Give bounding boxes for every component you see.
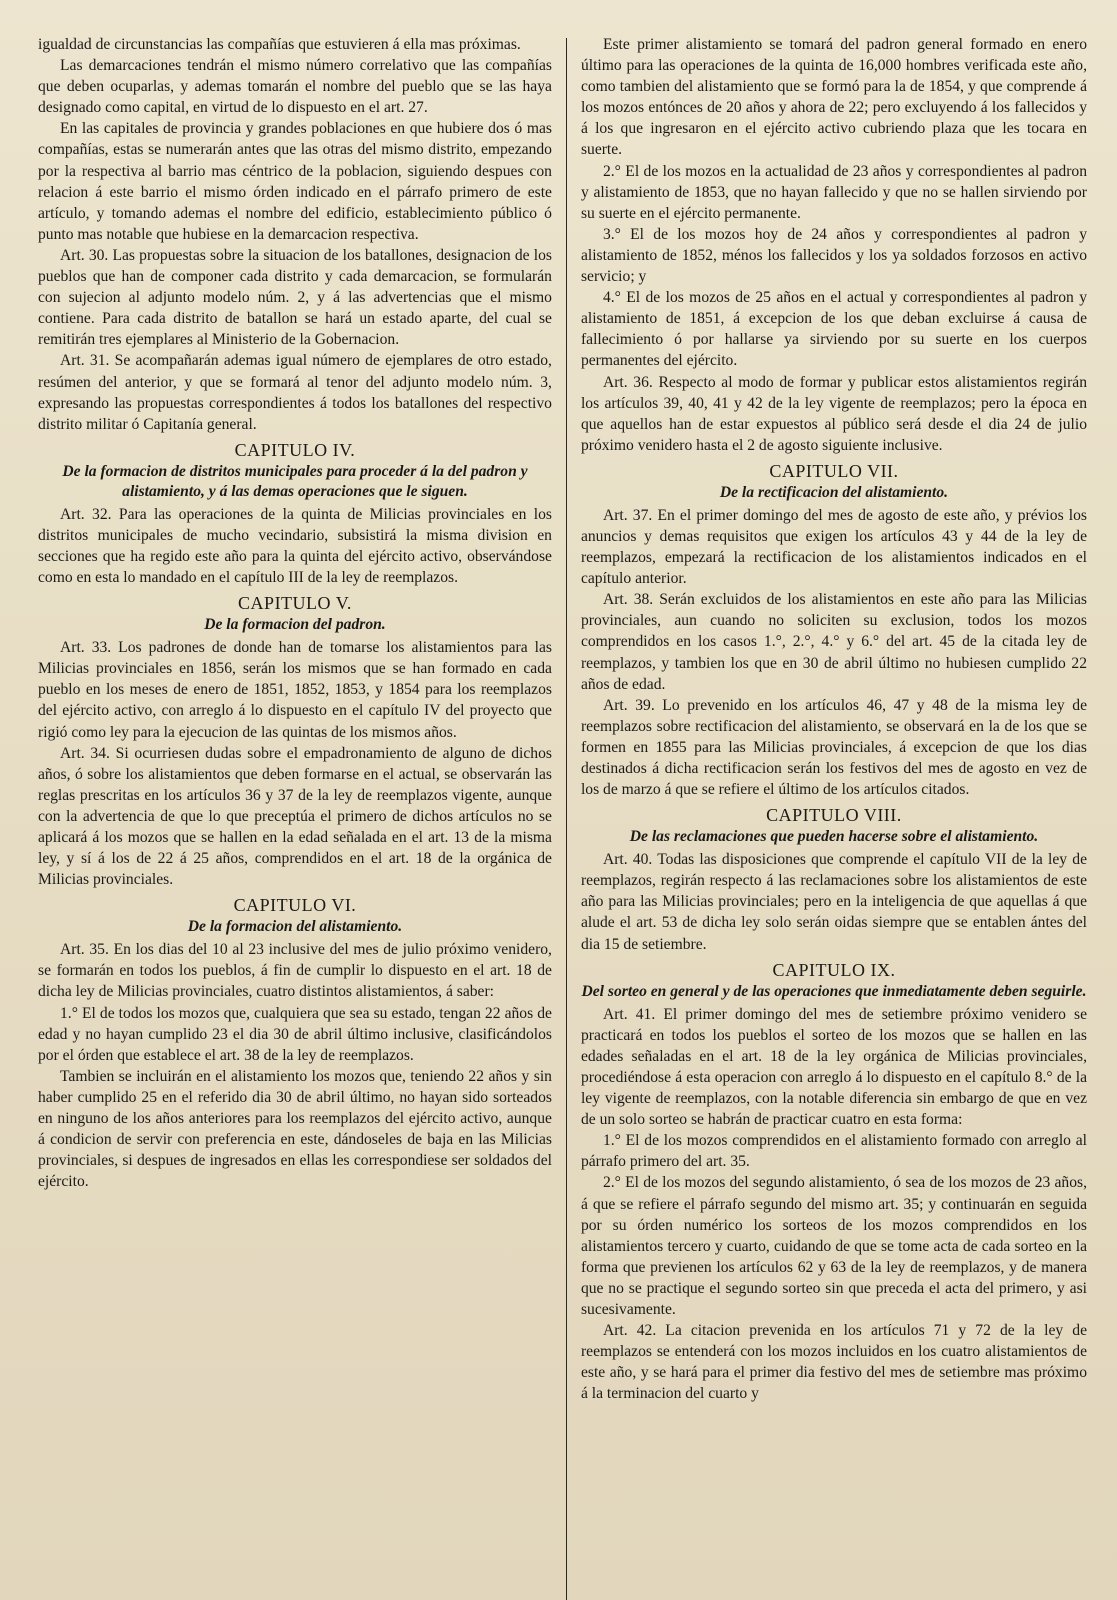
paragraph: En las capitales de provincia y grandes poblaciones en que hubiere dos ó mas compañías, estas se numerarán antes que las otras del mismo distrito, empezando por la respectiva al barrio mas céntrico de la poblacion, siguiendo despues con relacion á este barrio el mismo órden indicado en el párrafo primero de este artículo, y tomando ademas el nombre del edificio, establecimiento público ó punto mas notable que hubiese en la demarcacion respectiva. [38, 120, 552, 243]
paragraph: Las demarcaciones tendrán el mismo número correlativo que las compañías que deben ocuparlas, y ademas tomarán el nombre del pueblo que se las haya designado como capital, en virtud de lo dispuesto en el art. 27. [38, 57, 552, 117]
paragraph: Art. 36. Respecto al modo de formar y publicar estos alistamientos regirán los artículos 39, 40, 41 y 42 de la ley vigente de reemplazos; pero la época en que aquellos han de estar expuestos al público será desde el dia 24 de julio próximo venidero hasta el 2 de agosto siguiente inclusive. [580, 373, 1087, 454]
paragraph: 1.° El de todos los mozos que, cualquiera que sea su estado, tengan 22 años de edad y no hayan cumplido 23 el dia 30 de abril último inclusive, clasificándolos por el órden que establece el art. 38 de la ley de reemplazos. [38, 1004, 552, 1064]
paragraph: Art. 35. En los dias del 10 al 23 inclusive del mes de julio próximo venidero, se formarán en todos los pueblos, á fin de cumplir lo dispuesto en el art. 18 de dicha ley de Milicias provinciales, cuatro distintos alistamientos, á saber: [38, 941, 552, 1001]
paragraph: 1.° El de los mozos comprendidos en el alistamiento formado con arreglo al párrafo primero del art. 35. [580, 1132, 1087, 1171]
chapter-heading: CAPITULO IV. [234, 439, 356, 460]
left-column [38, 34, 566, 1600]
paragraph: 2.° El de los mozos en la actualidad de 23 años y correspondientes al padron y alistamiento de 1853, que no hayan fallecido y que no se hallen sirviendo por su suerte en el ejército permanente. [580, 162, 1087, 222]
paragraph: 4.° El de los mozos de 25 años en el actual y correspondientes al padron y alistamiento de 1851, á excepcion de los que deban excluirse á causa de fallecimiento ó por hallarse ya sirviendo por su suerte en los cuerpos permanentes del ejército. [580, 289, 1087, 370]
text-columns [38, 34, 1087, 1600]
paragraph: Art. 32. Para las operaciones de la quinta de Milicias provinciales en los distritos municipales de mucho vecindario, subsistirá la misma division en secciones que ha regido este año para la quinta del ejército activo, observándose como en esta lo mandado en el capítulo III de la ley de reemplazos. [38, 505, 552, 587]
paragraph: Tambien se incluirán en el alistamiento los mozos que, teniendo 22 años y sin haber cumplido 25 en el referido dia 30 de abril último, no hayan sido sorteados en ninguno de los años anteriores para los reemplazos del ejército activo, aunque á condicion de servir con preferencia en este, dándoseles de baja en las Milicias provinciales, si despues de ingresados en ellas les correspondiese ser soldados del ejército. [38, 1067, 552, 1191]
chapter-heading: CAPITULO VIII. [766, 805, 902, 826]
paragraph: Art. 40. Todas las disposiciones que comprende el capítulo VII de la ley de reemplazos, regirán respecto á las reclamaciones sobre los alistamientos de este año para las Milicias provinciales; pero en la inteligencia de que aquellas á que alude el art. 53 de dicha ley solo serán oidas siempre que se entablen ántes del dia 15 de setiembre. [580, 851, 1087, 953]
paragraph: Art. 33. Los padrones de donde han de tomarse los alistamientos para las Milicias provinciales en 1856, serán los mismos que se han formado en cada pueblo en los meses de enero de 1851, 1852, 1853, y 1854 para los reemplazos del ejército activo, con arreglo á lo dispuesto en el capítulo IV del proyecto que rigió como ley para la ejecucion de las quintas de los mismos años. [38, 639, 552, 741]
paragraph: Art. 42. La citacion prevenida en los artículos 71 y 72 de la ley de reemplazos se entenderá con los mozos incluidos en los cuatro alistamientos de este año, y se hará para el primer dia festivo del mes de setiembre mas próximo á la terminacion del cuarto y [580, 1322, 1087, 1403]
chapter-heading: CAPITULO VI. [233, 895, 357, 916]
paragraph: Art. 38. Serán excluidos de los alistamientos en este año para las Milicias provinciales, aun cuando no soliciten su exclusion, todos los mozos comprendidos en los casos 1.°, 2.°, 4.° y 6.° del art. 45 de la citada ley de reemplazos, y tambien los que en 30 de abril último no hubiesen cumplido 22 años de edad. [580, 591, 1087, 693]
paragraph: Este primer alistamiento se tomará del padron general formado en enero último para las operaciones de la quinta de 16,000 hombres verificada este año, como tambien del alistamiento que se formó para la de 1854, y que comprende á los mozos entónces de 20 años y ahora de 22; pero excluyendo á los fallecidos y á los que ingresaron en el ejército activo cubriendo plaza que les tocara en suerte. [580, 36, 1087, 159]
chapter-subtitle: De la rectificacion del alistamiento. [719, 483, 949, 501]
paragraph: 2.° El de los mozos del segundo alistamiento, ó sea de los mozos de 23 años, á que se refiere el párrafo segundo del mismo art. 35; y continuarán en seguida por su órden numérico los sorteos de los mozos comprendidos en los alistamientos tercero y cuarto, cuidando de que se tome acta de cada sorteo en la forma que previenen los artículos 62 y 63 de la ley de reemplazos, y de manera que no se practique el segundo sorteo sin que preceda el acta del primero, y asi sucesivamente. [580, 1174, 1087, 1318]
paragraph: Art. 31. Se acompañarán ademas igual número de ejemplares de otro estado, resúmen del anterior, y que se formará al tenor del adjunto modelo núm. 3, expresando las propuestas correspondientes á todos los batallones del respectivo distrito militar ó Capitanía general. [38, 352, 552, 433]
paragraph: igualdad de circunstancias las compañías que estuvieren á ella mas próximas. [38, 36, 521, 53]
paragraph: Art. 37. En el primer domingo del mes de agosto de este año, y prévios los anuncios y demas requisitos que exigen los artículos 43 y 44 de la ley de reemplazos, empezará la rectificacion de los alistamientos indicados en el capítulo anterior. [580, 506, 1087, 588]
chapter-subtitle: De la formacion del padron. [204, 616, 386, 634]
paragraph: Art. 39. Lo prevenido en los artículos 46, 47 y 48 de la misma ley de reemplazos sobre rectificacion del alistamiento, se observará en la de los que se formen en 1855 para las Milicias provinciales, á excepcion de que los dias destinados á dicha rectificacion serán los festivos del mes de agosto en vez de los de marzo á que se refiere el último de los artículos citados. [580, 696, 1087, 799]
paragraph: Art. 34. Si ocurriesen dudas sobre el empadronamiento de alguno de dichos años, ó sobre los alistamientos que deben formarse en el actual, se observarán las reglas prescritas en los artículos 36 y 37 de la ley de reemplazos vigente, aunque con la advertencia de que lo que preceptúa el primero de dichos artículos no se aplicará á los mozos que se hallen en la edad señalada en el art. 13 de la misma ley, y sí á los de 22 á 25 años, comprendidos en el art. 18 de la orgánica de Milicias provinciales. [38, 744, 552, 889]
paragraph: Art. 30. Las propuestas sobre la situacion de los batallones, designacion de los pueblos que han de componer cada distrito y cada demarcacion, se formularán con sujecion al adjunto modelo núm. 2, y á las advertencias que el mismo contiene. Para cada distrito de batallon se hará un estado aparte, del cual se remitirán tres ejemplares al Ministerio de la Gobernacion. [38, 246, 552, 349]
right-column [567, 34, 1087, 1600]
chapter-heading: CAPITULO VII. [769, 460, 899, 481]
paragraph: Art. 41. El primer domingo del mes de setiembre próximo venidero se practicará en todos los pueblos el sorteo de los mozos que se hallen en las edades señaladas en el art. 18 de la ley orgánica de Milicias provinciales, procediéndose á esta operacion con arreglo á lo dispuesto en el capítulo 8.° de la ley vigente de reemplazos, con la notable diferencia sin embargo de que en vez de un solo sorteo se habrán de practicar cuatro en esta forma: [580, 1005, 1087, 1129]
chapter-subtitle: De la formacion del alistamiento. [187, 918, 403, 936]
paragraph: 3.° El de los mozos hoy de 24 años y correspondientes al padron y alistamiento de 1852, ménos los fallecidos y los ya soldados forzosos en activo servicio; y [580, 225, 1087, 286]
chapter-heading: CAPITULO IX. [772, 959, 896, 980]
chapter-heading: CAPITULO V. [238, 593, 352, 614]
chapter-subtitle: De la formacion de distritos municipales para proceder á la del padron y alistamiento, y á las demas operaciones que le siguen. [62, 462, 528, 500]
chapter-subtitle: De las reclamaciones que pueden hacerse sobre el alistamiento. [629, 828, 1039, 846]
chapter-subtitle: Del sorteo en general y de las operaciones que inmediatamente deben seguirle. [581, 982, 1087, 1000]
